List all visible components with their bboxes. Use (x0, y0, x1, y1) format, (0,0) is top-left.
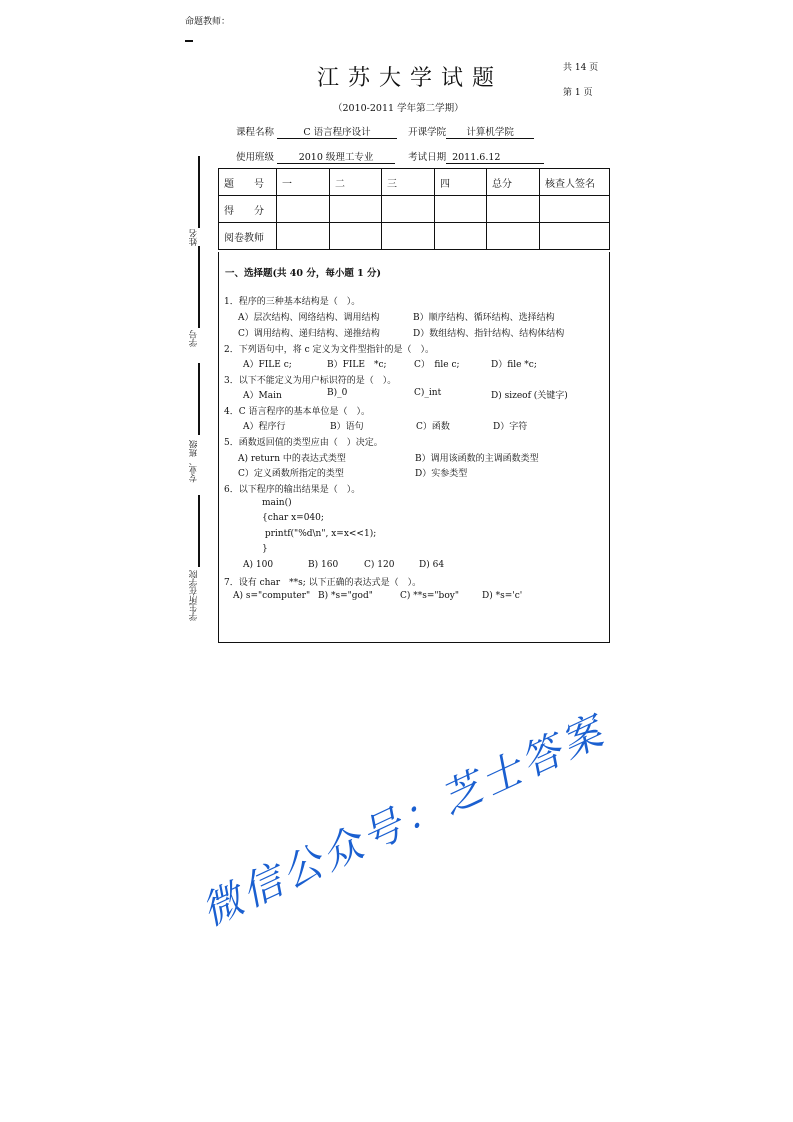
option: D) 64 (419, 560, 445, 570)
option: B）调用该函数的主调函数类型 (415, 454, 539, 464)
option: C)_int (414, 388, 442, 398)
option: B) *s="god" (318, 591, 373, 601)
watermark: 微信公众号：芝士答案 (194, 707, 613, 936)
side-label-college: 学生所在学院 (189, 570, 199, 621)
option: D）字符 (493, 422, 528, 432)
grader-cell (277, 223, 330, 250)
option: B）顺序结构、循环结构、选择结构 (413, 313, 555, 323)
grader-cell (540, 223, 610, 250)
side-label-major: 专业、班级 (189, 440, 199, 483)
option: D) sizeof (关键字) (491, 391, 568, 401)
score-cell (330, 196, 382, 223)
table-row (219, 223, 610, 250)
side-label-name: 姓名 (189, 229, 199, 246)
class-label: 使用班级 (236, 152, 275, 163)
option: C) 120 (364, 560, 395, 570)
score-cell (277, 196, 330, 223)
section-title: 一、选择题(共 40 分，每小题 1 分) (225, 268, 382, 279)
table-cell: 题 号 (219, 169, 277, 196)
course-value: C 语言程序设计 (277, 124, 397, 139)
option: D) *s='c' (482, 591, 523, 601)
question-4: 4．C 语言程序的基本单位是（ ）。 (224, 407, 370, 417)
option: B）FILE *c; (327, 360, 387, 370)
score-table (218, 168, 610, 250)
option: A) return 中的表达式类型 (238, 454, 346, 464)
option: B) 160 (308, 560, 339, 570)
option: A) s="computer" (233, 591, 311, 601)
exam-title: 江苏大学试题 (317, 66, 504, 91)
dash-mark (185, 40, 193, 42)
table-cell: 二 (330, 169, 382, 196)
code-line: printf("%d\n", x=x<<1); (262, 529, 377, 539)
grader-cell (435, 223, 487, 250)
setter-label: 命题教师： (185, 17, 231, 27)
grader-cell (487, 223, 540, 250)
option: C) **s="boy" (400, 591, 459, 601)
option: C）函数 (416, 422, 450, 432)
option: B)_0 (327, 388, 348, 398)
college-label: 开课学院 (408, 127, 447, 138)
question-1: 1．程序的三种基本结构是（ ）。 (224, 297, 361, 307)
course-row (236, 124, 534, 139)
question-2: 2．下列语句中，将 c 定义为文件型指针的是（ ）。 (224, 345, 434, 355)
code-line: main() (262, 498, 292, 508)
binding-line (198, 246, 200, 328)
option: A）Main (243, 391, 282, 401)
option: A）程序行 (243, 422, 286, 432)
option: A) 100 (243, 560, 274, 570)
table-cell: 得 分 (219, 196, 277, 223)
option: A）FILE c; (243, 360, 292, 370)
college-value: 计算机学院 (446, 124, 534, 139)
table-cell: 核查人签名 (540, 169, 610, 196)
option: D）实参类型 (415, 469, 468, 479)
question-3: 3．以下不能定义为用户标识符的是（ ）。 (224, 376, 397, 386)
table-cell: 总分 (487, 169, 540, 196)
option: D）数组结构、指针结构、结构体结构 (413, 329, 565, 339)
table-cell: 一 (277, 169, 330, 196)
date-value: 2011.6.12 (446, 152, 544, 164)
term: （2010-2011 学年第二学期） (333, 103, 464, 114)
option: C）定义函数所指定的类型 (238, 469, 344, 479)
option: B）语句 (330, 422, 364, 432)
score-cell (435, 196, 487, 223)
question-5: 5．函数返回值的类型应由（ ）决定。 (224, 438, 383, 448)
table-cell: 阅卷教师 (219, 223, 277, 250)
table-row (219, 196, 610, 223)
total-pages: 共 14 页 (563, 63, 599, 73)
score-cell (540, 196, 610, 223)
code-line: {char x=040; (262, 513, 324, 523)
binding-line (198, 495, 200, 567)
score-cell (487, 196, 540, 223)
side-label-id: 学号 (189, 330, 199, 347)
option: C） file c; (414, 360, 460, 370)
table-cell: 四 (435, 169, 487, 196)
grader-cell (382, 223, 435, 250)
option: D）file *c; (491, 360, 537, 370)
grader-cell (330, 223, 382, 250)
table-cell: 三 (382, 169, 435, 196)
option: C）调用结构、递归结构、递推结构 (238, 329, 380, 339)
class-row (236, 149, 544, 164)
course-label: 课程名称 (236, 127, 275, 138)
class-value: 2010 级理工专业 (277, 149, 395, 164)
question-6: 6．以下程序的输出结果是（ ）。 (224, 485, 361, 495)
question-7: 7．设有 char **s; 以下正确的表达式是（ ）。 (224, 578, 422, 588)
option: A）层次结构、网络结构、调用结构 (238, 313, 380, 323)
binding-line (198, 156, 200, 228)
score-cell (382, 196, 435, 223)
binding-line (198, 363, 200, 435)
page-number: 第 1 页 (563, 88, 593, 98)
table-row (219, 169, 610, 196)
date-label: 考试日期 (408, 152, 447, 163)
code-line: } (262, 544, 268, 554)
